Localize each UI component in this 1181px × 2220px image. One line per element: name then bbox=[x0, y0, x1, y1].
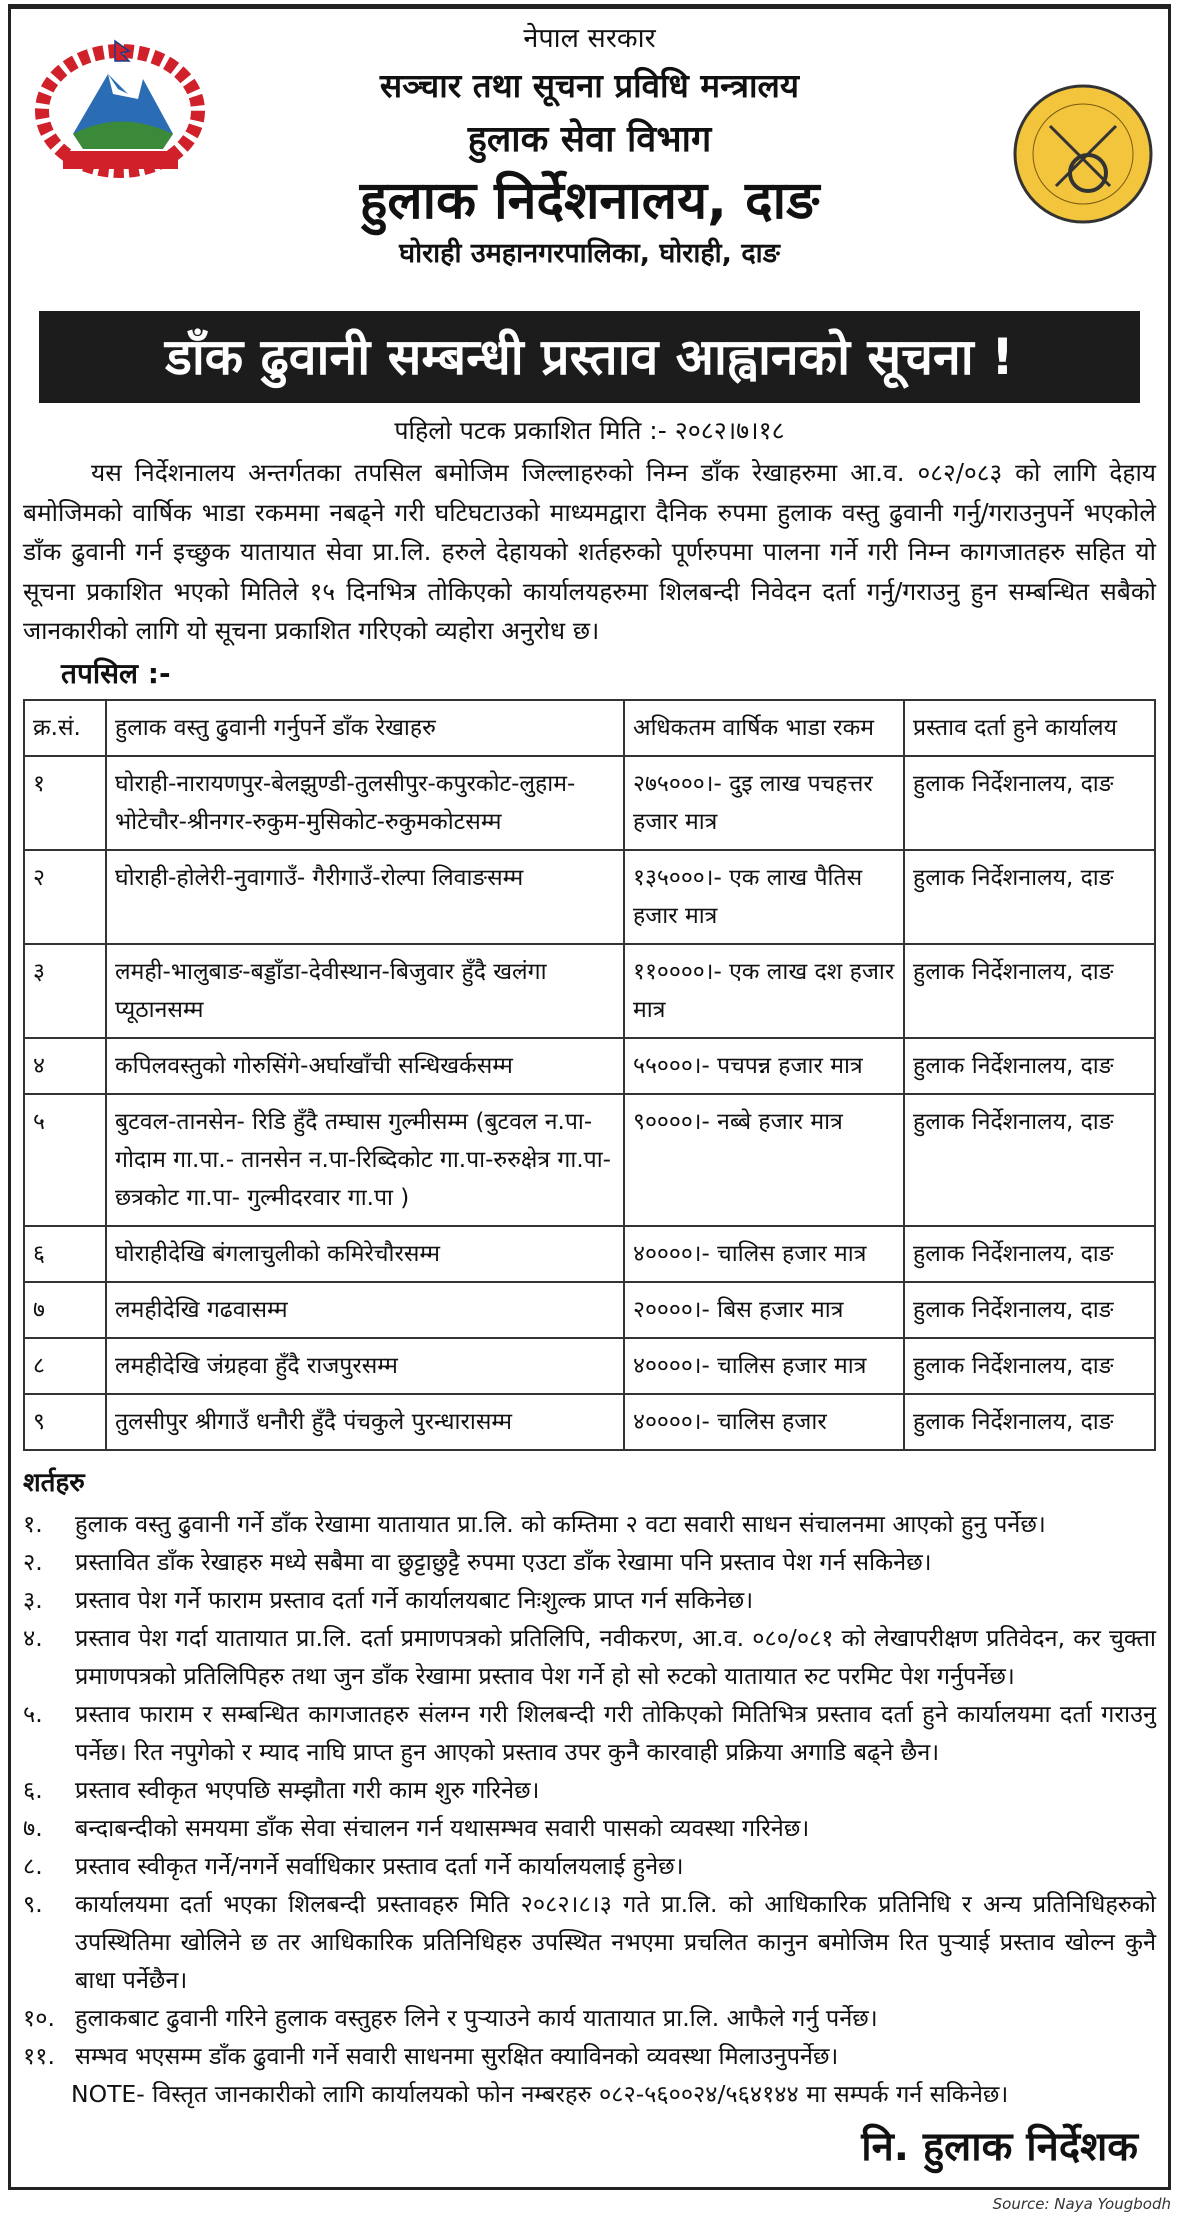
row-sn: ५ bbox=[24, 1094, 106, 1226]
row-route: घोराही-नारायणपुर-बेलझुण्डी-तुलसीपुर-कपुरकोट-लुहाम-भोटेचौर-श्रीनगर-रुकुम-मुसिकोट-रुकुमकोटसम्म bbox=[106, 756, 624, 850]
row-office: हुलाक निर्देशनालय, दाङ bbox=[904, 850, 1155, 944]
row-office: हुलाक निर्देशनालय, दाङ bbox=[904, 1338, 1155, 1394]
row-office: हुलाक निर्देशनालय, दाङ bbox=[904, 1094, 1155, 1226]
conditions-list bbox=[23, 1505, 1156, 2113]
condition-item bbox=[23, 2037, 1156, 2075]
row-route: घोराही-होलेरी-नुवागाउँ- गैरीगाउँ-रोल्पा लिवाङसम्म bbox=[106, 850, 624, 944]
condition-number: १०. bbox=[23, 2003, 55, 2032]
condition-item bbox=[23, 1505, 1156, 1543]
table-row bbox=[24, 1394, 1155, 1450]
condition-text: प्रस्ताव पेश गर्दा यातायात प्रा.लि. दर्ता प्रमाणपत्रको प्रतिलिपि, नवीकरण, आ.व. ०८०/०८१ को लेखापरीक्षण प्रतिवेदन, कर चुक्ता प्रमाणपत्रको प्रतिलिपिहरु तथा जुन डाँक रेखामा प्रस्ताव पेश गर्ने हो सो रुटको यातायात रुट परमिट पेश गर्नुपर्नेछ। bbox=[75, 1623, 1156, 1690]
row-route: लमहीदेखि जंग्रहवा हुँदै राजपुरसम्म bbox=[106, 1338, 624, 1394]
row-rent: ११००००।- एक लाख दश हजार मात्र bbox=[624, 944, 904, 1038]
condition-item bbox=[23, 1885, 1156, 1999]
government-name: नेपाल सरकार bbox=[523, 23, 656, 54]
contact-note: NOTE- विस्तृत जानकारीको लागि कार्यालयको फोन नम्बरहरु ०८२-५६००२४/५६४१४४ मा सम्पर्क गर्न सकिनेछ। bbox=[71, 2079, 1009, 2108]
condition-item bbox=[23, 1999, 1156, 2037]
table-row bbox=[24, 1338, 1155, 1394]
condition-number: ९. bbox=[23, 1889, 43, 1918]
office-address: घोराही उमहानगरपालिका, घोराही, दाङ bbox=[399, 238, 780, 269]
nepal-emblem-logo bbox=[33, 39, 208, 179]
row-office: हुलाक निर्देशनालय, दाङ bbox=[904, 1282, 1155, 1338]
notice-frame bbox=[8, 4, 1171, 2190]
condition-item bbox=[23, 1771, 1156, 1809]
table-row bbox=[24, 850, 1155, 944]
tapsil-label: तपसिल :- bbox=[61, 656, 171, 690]
ministry-name: सञ्चार तथा सूचना प्रविधि मन्त्रालय bbox=[379, 66, 800, 105]
condition-number: ७. bbox=[23, 1813, 43, 1842]
row-rent: ५५०००।- पचपन्न हजार मात्र bbox=[624, 1038, 904, 1094]
table-row bbox=[24, 1038, 1155, 1094]
table-row bbox=[24, 756, 1155, 850]
intro-paragraph: यस निर्देशनालय अन्तर्गतका तपसिल बमोजिम जिल्लाहरुको निम्न डाँक रेखाहरुमा आ.व. ०८२/०८३ को लागि देहाय बमोजिमको वार्षिक भाडा रकममा नबढ्ने गरी घटिघटाउको माध्यमद्वारा दैनिक रुपमा हुलाक वस्तु ढुवानी गर्नु/गराउनुपर्ने भएकोले डाँक ढुवानी गर्न इच्छुक यातायात सेवा प्रा.लि. हरुले देहायको शर्तहरुको पूर्णरुपमा पालना गर्ने गरी निम्न कागजातहरु सहित यो सूचना प्रकाशित भएको मितिले १५ दिनभित्र तोकिएको कार्यालयहरुमा शिलबन्दी निवेदन दर्ता गर्नु/गराउनु हुन सम्बन्धित सबैको जानकारीको लागि यो सूचना प्रकाशित गरिएको व्यहोरा अनुरोध छ। bbox=[23, 458, 1156, 645]
row-route: तुलसीपुर श्रीगाउँ धनौरी हुँदै पंचकुले पुरन्धारासम्म bbox=[106, 1394, 624, 1450]
row-sn: २ bbox=[24, 850, 106, 944]
table-row bbox=[24, 1282, 1155, 1338]
row-route: लमहीदेखि गढवासम्म bbox=[106, 1282, 624, 1338]
published-date: पहिलो पटक प्रकाशित मिति :- २०८२।७।१८ bbox=[394, 416, 785, 445]
row-rent: २००००।- बिस हजार मात्र bbox=[624, 1282, 904, 1338]
col-rent: अधिकतम वार्षिक भाडा रकम bbox=[624, 700, 904, 756]
row-sn: ४ bbox=[24, 1038, 106, 1094]
row-office: हुलाक निर्देशनालय, दाङ bbox=[904, 1394, 1155, 1450]
notice-title-banner bbox=[39, 311, 1140, 403]
condition-text: प्रस्तावित डाँक रेखाहरु मध्ये सबैमा वा छुट्टाछुट्टै रुपमा एउटा डाँक रेखामा पनि प्रस्ताव पेश गर्न सकिनेछ। bbox=[75, 1547, 932, 1576]
condition-number: ६. bbox=[23, 1775, 43, 1804]
row-rent: ९००००।- नब्बे हजार मात्र bbox=[624, 1094, 904, 1226]
condition-item bbox=[23, 1847, 1156, 1885]
condition-number: ३. bbox=[23, 1585, 43, 1614]
col-sn: क्र.सं. bbox=[24, 700, 106, 756]
routes-table bbox=[23, 699, 1156, 1451]
condition-number: २. bbox=[23, 1547, 43, 1576]
row-sn: ३ bbox=[24, 944, 106, 1038]
condition-text: सम्भव भएसम्म डाँक ढुवानी गर्ने सवारी साधनमा सुरक्षित क्याविनको व्यवस्था मिलाउनुपर्नेछ। bbox=[75, 2041, 839, 2070]
condition-text: बन्दाबन्दीको समयमा डाँक सेवा संचालन गर्न यथासम्भव सवारी पासको व्यवस्था गरिनेछ। bbox=[75, 1813, 810, 1842]
row-office: हुलाक निर्देशनालय, दाङ bbox=[904, 944, 1155, 1038]
row-rent: ४००००।- चालिस हजार bbox=[624, 1394, 904, 1450]
nepal-post-logo bbox=[1010, 81, 1156, 227]
row-sn: ८ bbox=[24, 1338, 106, 1394]
col-route: हुलाक वस्तु ढुवानी गर्नुपर्ने डाँक रेखाहरु bbox=[106, 700, 624, 756]
row-rent: ४००००।- चालिस हजार मात्र bbox=[624, 1338, 904, 1394]
condition-text: प्रस्ताव पेश गर्ने फाराम प्रस्ताव दर्ता गर्ने कार्यालयबाट निःशुल्क प्राप्त गर्न सकिनेछ। bbox=[75, 1585, 754, 1614]
table-header-row bbox=[24, 700, 1155, 756]
condition-item bbox=[23, 1809, 1156, 1847]
table-row bbox=[24, 1094, 1155, 1226]
signature: नि. हुलाक निर्देशक bbox=[861, 2123, 1138, 2170]
row-route: बुटवल-तानसेन- रिडि हुँदै तम्घास गुल्मीसम्म (बुटवल न.पा- गोदाम गा.पा.- तानसेन न.पा-रिब्दिकोट गा.पा-रुरुक्षेत्र गा.पा-छत्रकोट गा.पा- गुल्मीदरवार गा.पा ) bbox=[106, 1094, 624, 1226]
row-route: घोराहीदेखि बंगलाचुलीको कमिरेचौरसम्म bbox=[106, 1226, 624, 1282]
notice-header bbox=[23, 21, 1156, 301]
row-sn: ९ bbox=[24, 1394, 106, 1450]
row-route: लमही-भालुबाङ-बड्डाँडा-देवीस्थान-बिजुवार हुँदै खलंगा प्यूठानसम्म bbox=[106, 944, 624, 1038]
condition-number: ५. bbox=[23, 1699, 43, 1728]
conditions-title: शर्तहरु bbox=[23, 1467, 85, 1498]
condition-text: प्रस्ताव स्वीकृत गर्ने/नगर्ने सर्वाधिकार प्रस्ताव दर्ता गर्ने कार्यालयलाई हुनेछ। bbox=[75, 1851, 684, 1880]
table-row bbox=[24, 944, 1155, 1038]
row-rent: १३५०००।- एक लाख पैतिस हजार मात्र bbox=[624, 850, 904, 944]
row-office: हुलाक निर्देशनालय, दाङ bbox=[904, 1226, 1155, 1282]
table-row bbox=[24, 1226, 1155, 1282]
row-sn: ७ bbox=[24, 1282, 106, 1338]
source-credit: Source: Naya Yougbodh bbox=[992, 2194, 1171, 2213]
condition-number: ४. bbox=[23, 1623, 43, 1652]
condition-number: ११. bbox=[23, 2041, 55, 2070]
row-sn: १ bbox=[24, 756, 106, 850]
condition-text: प्रस्ताव स्वीकृत भएपछि सम्झौता गरी काम शुरु गरिनेछ। bbox=[75, 1775, 540, 1804]
condition-text: कार्यालयमा दर्ता भएका शिलबन्दी प्रस्तावहरु मिति २०८२।८।३ गते प्रा.लि. को आधिकारिक प्रतिनिधि र अन्य प्रतिनिधिहरुको उपस्थितिमा खोलिने छ तर आधिकारिक प्रतिनिधिहरु उपस्थित नभएमा प्रचलित कानुन बमोजिम रित पुऱ्याई प्रस्ताव खोल्न कुनै बाधा पर्नेछैन। bbox=[75, 1889, 1156, 1994]
notice-title: डाँक ढुवानी सम्बन्धी प्रस्ताव आह्वानको सूचना ! bbox=[165, 328, 1014, 386]
condition-number: १. bbox=[23, 1509, 43, 1538]
row-rent: ४००००।- चालिस हजार मात्र bbox=[624, 1226, 904, 1282]
row-office: हुलाक निर्देशनालय, दाङ bbox=[904, 756, 1155, 850]
condition-item bbox=[23, 1543, 1156, 1581]
condition-item bbox=[23, 1581, 1156, 1619]
row-sn: ६ bbox=[24, 1226, 106, 1282]
col-office: प्रस्ताव दर्ता हुने कार्यालय bbox=[904, 700, 1155, 756]
row-office: हुलाक निर्देशनालय, दाङ bbox=[904, 1038, 1155, 1094]
condition-text: प्रस्ताव फाराम र सम्बन्धित कागजातहरु संलग्न गरी शिलबन्दी गरी तोकिएको मितिभित्र प्रस्ताव दर्ता हुने कार्यालयमा दर्ता गराउनु पर्नेछ। रित नपुगेको र म्याद नाघि प्राप्त हुन आएको प्रस्ताव उपर कुनै कारवाही प्रक्रिया अगाडि बढ्ने छैन। bbox=[75, 1699, 1156, 1766]
condition-item bbox=[23, 1619, 1156, 1695]
condition-text: हुलाकबाट ढुवानी गरिने हुलाक वस्तुहरु लिने र पुऱ्याउने कार्य यातायात प्रा.लि. आफैले गर्नु पर्नेछ। bbox=[75, 2003, 878, 2032]
condition-number: ८. bbox=[23, 1851, 43, 1880]
office-name: हुलाक निर्देशनालय, दाङ bbox=[359, 171, 820, 231]
department-name: हुलाक सेवा विभाग bbox=[467, 119, 712, 160]
row-rent: २७५०००।- दुइ लाख पचहत्तर हजार मात्र bbox=[624, 756, 904, 850]
condition-item bbox=[23, 1695, 1156, 1771]
condition-text: हुलाक वस्तु ढुवानी गर्ने डाँक रेखामा यातायात प्रा.लि. को कम्तिमा २ वटा सवारी साधन संचालनमा आएको हुनु पर्नेछ। bbox=[75, 1509, 1046, 1538]
row-route: कपिलवस्तुको गोरुसिंगे-अर्घाखाँची सन्धिखर्कसम्म bbox=[106, 1038, 624, 1094]
